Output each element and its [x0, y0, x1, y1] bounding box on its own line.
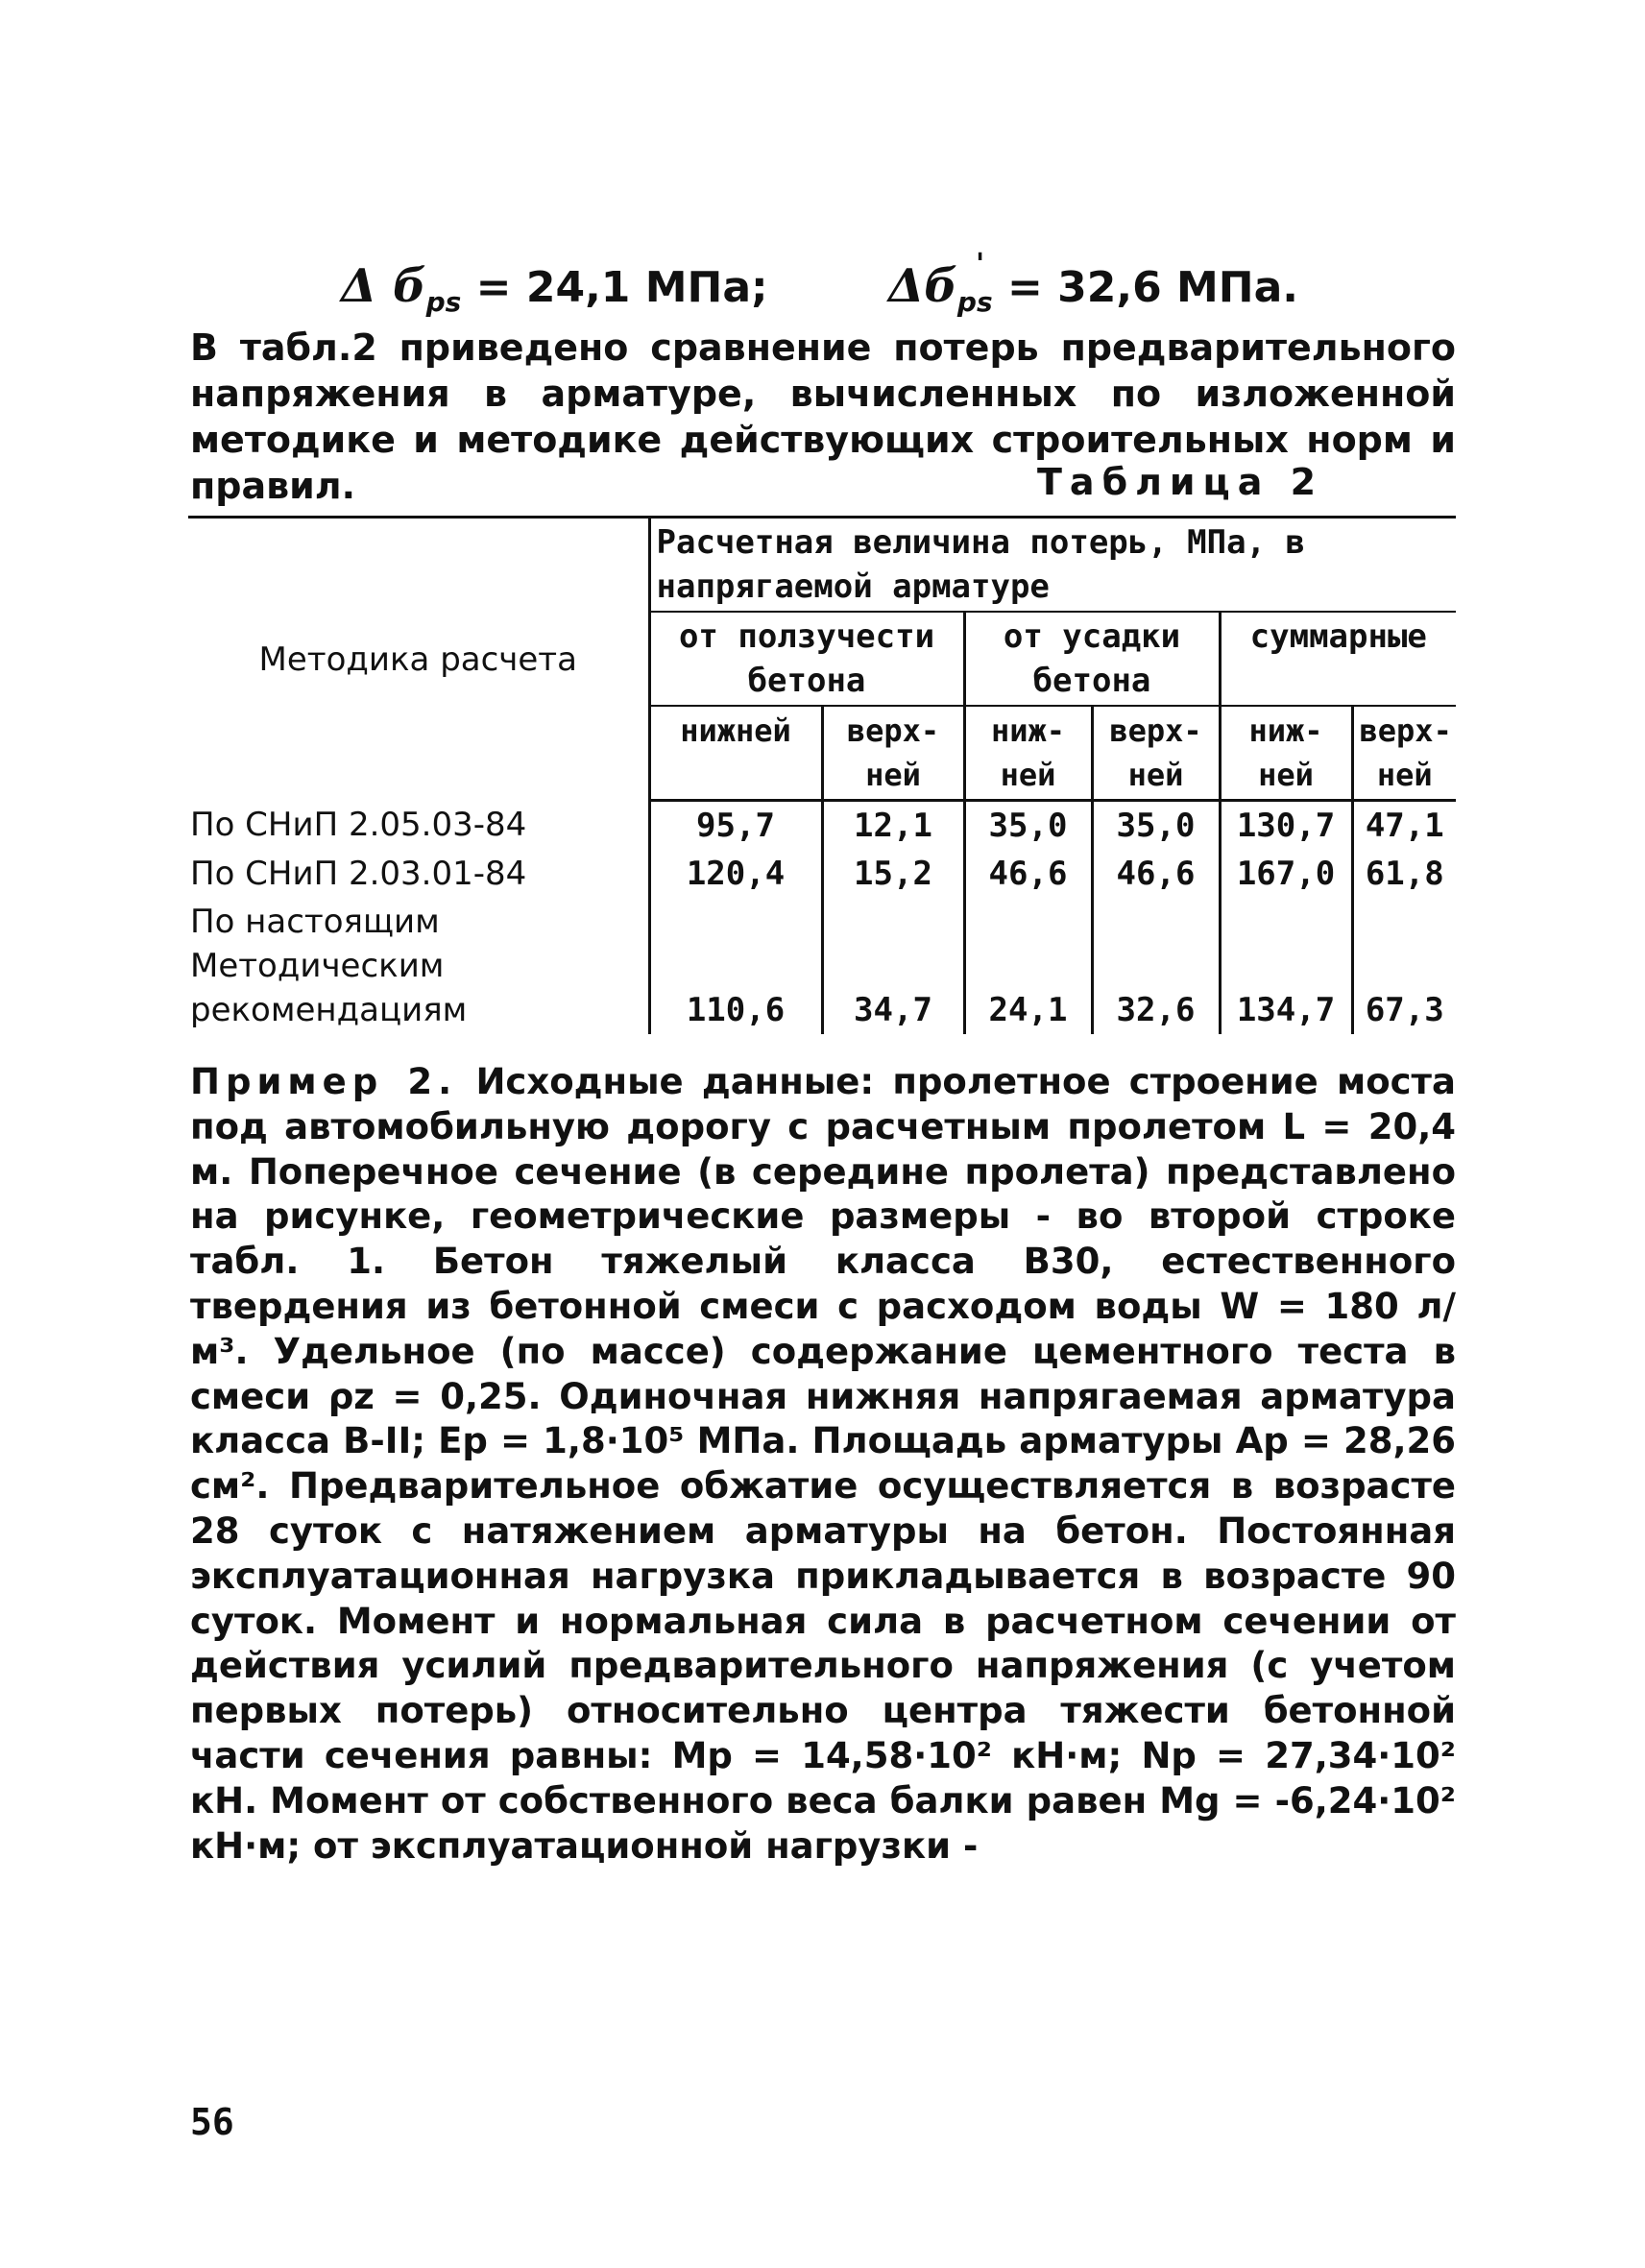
formula-symbol: Δ б	[341, 259, 426, 313]
subheader-upper: верх-ней	[1352, 706, 1456, 801]
loss-span-header: Расчетная величина потерь, МПа, в напрягаемой арматуре	[649, 518, 1456, 613]
table-cell: 110,6	[649, 898, 822, 1034]
subheader-lower: ниж-ней	[964, 706, 1092, 801]
method-header: Методика расчета	[188, 518, 649, 801]
table-row	[188, 850, 1456, 898]
formula-value: = 24,1 МПа;	[461, 263, 768, 312]
table-cell: 35,0	[1092, 801, 1220, 851]
table-cell: 12,1	[822, 801, 964, 851]
formula-lower-loss	[341, 259, 768, 318]
group-header-creep: от ползучести бетона	[649, 612, 964, 706]
table-cell: 47,1	[1352, 801, 1456, 851]
table-cell: 120,4	[649, 850, 822, 898]
table-cell: 15,2	[822, 850, 964, 898]
row-method: По СНиП 2.05.03-84	[190, 805, 527, 844]
loss-comparison-table	[188, 516, 1456, 1034]
formula-symbol: Δб	[888, 259, 957, 313]
table-cell: 24,1	[964, 898, 1092, 1034]
subheader-upper: верх-ней	[1092, 706, 1220, 801]
intro-text: В табл.2 приведено сравнение потерь предварительного напряжения в арматуре, вычисленных по изложенной методике и методике действующих строительных норм и правил.	[190, 326, 1456, 507]
table-cell: 61,8	[1352, 850, 1456, 898]
formula-subscript: ps	[956, 286, 993, 318]
example-paragraph	[190, 1060, 1456, 1869]
row-method: По СНиП 2.03.01-84	[190, 855, 527, 893]
table-row	[188, 898, 1456, 1034]
page-number: 56	[190, 2101, 234, 2143]
example-label: Пример 2.	[190, 1061, 458, 1102]
subheader-lower: нижней	[649, 706, 822, 801]
formula-value: = 32,6 МПа.	[992, 263, 1299, 312]
formula-line	[341, 259, 1397, 326]
formula-subscript: ps	[425, 286, 462, 318]
group-header-shrinkage: от усадки бетона	[964, 612, 1220, 706]
table-cell: 130,7	[1220, 801, 1352, 851]
example-text: Исходные данные: пролетное строение моста под автомобильную дорогу с расчетным пролетом L = 20,4 м. Поперечное сечение (в середине пролета) представлено на рисунке, геометрические размеры - во второй строке табл. 1. Бетон тяжелый класса В30, естественного твердения из бетонной смеси с расходом воды W = 180 л/м³. Удельное (по массе) содержание цементного теста в смеси ρz = 0,25. Одиночная нижняя напрягаемая арматура класса В-II; Ep = 1,8·10⁵ МПа. Площадь арматуры Ap = 28,26 см². Предварительное обжатие осуществляется в возрасте 28 суток с натяжением арматуры на бетон. Постоянная эксплуатационная нагрузка прикладывается в возрасте 90 суток. Момент и нормальная сила в расчетном сечении от действия усилий предварительного напряжения (с учетом первых потерь) относительно центра тяжести бетонной части сечения равны: Mp = 14,58·10² кН·м; Np = 27,34·10² кН. Момент от собственного веса балки равен Mg = -6,24·10² кН·м; от эксплуатационной нагрузки -	[190, 1061, 1456, 1867]
table-cell: 34,7	[822, 898, 964, 1034]
table-cell: 67,3	[1352, 898, 1456, 1034]
table-caption: Таблица 2	[1037, 461, 1324, 503]
table-cell: 46,6	[964, 850, 1092, 898]
table-cell: 167,0	[1220, 850, 1352, 898]
formula-upper-loss	[888, 259, 1298, 318]
formula-prime-mark: '	[976, 248, 985, 281]
table-cell: 46,6	[1092, 850, 1220, 898]
table-cell: 95,7	[649, 801, 822, 851]
group-header-total: суммарные	[1220, 612, 1456, 706]
table-cell: 134,7	[1220, 898, 1352, 1034]
row-method: По настоящим Методическим рекомендациям	[190, 903, 468, 1029]
table-cell: 32,6	[1092, 898, 1220, 1034]
table-row	[188, 801, 1456, 851]
subheader-lower: ниж-ней	[1220, 706, 1352, 801]
table-cell: 35,0	[964, 801, 1092, 851]
subheader-upper: верх-ней	[822, 706, 964, 801]
